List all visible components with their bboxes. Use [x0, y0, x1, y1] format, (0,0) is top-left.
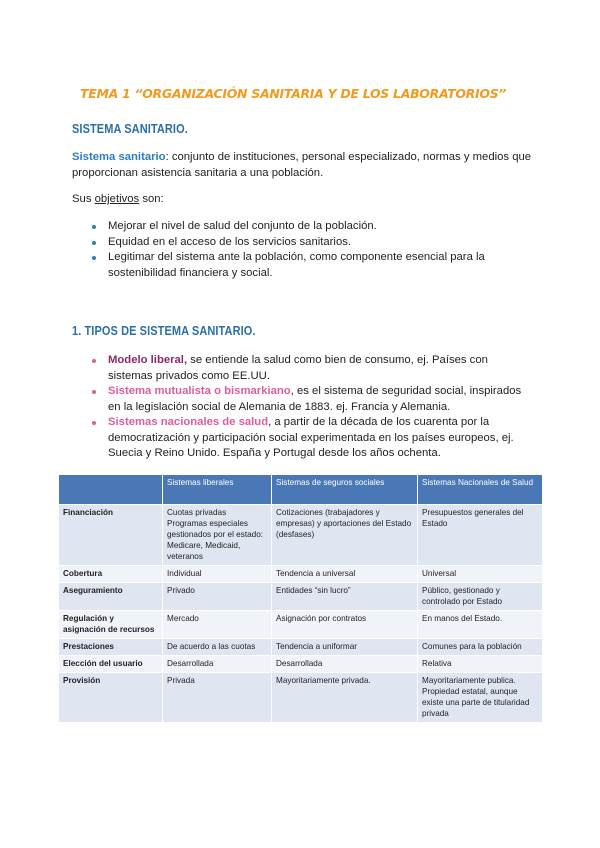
types-list: [90, 353, 530, 462]
bullet-dot-icon: [92, 359, 96, 363]
table-cell: Relativa: [418, 656, 543, 673]
definition-paragraph: [72, 150, 542, 181]
table-row: [59, 611, 543, 639]
document-title: TEMA 1 “ORGANIZACIÓN SANITARIA Y DE LOS LABORATORIOS”: [80, 86, 507, 101]
type-item: [90, 415, 530, 462]
objective-text: Legitimar del sistema ante la población, como componente esencial para la sostenibilidad financiera y social.: [108, 251, 485, 279]
bullet-dot-icon: [92, 241, 96, 245]
table-cell: Mayoritariamente privada.: [272, 673, 418, 723]
definition-text: : conjunto de instituciones, personal especializado, normas y medios que proporcionan asistencia sanitaria a una población.: [72, 151, 532, 179]
table-row: [59, 505, 543, 566]
objectives-word: objetivos: [94, 193, 140, 205]
table-row-header: Financiación: [59, 505, 163, 566]
table-row: [59, 673, 543, 723]
objective-text: Equidad en el acceso de los servicios sanitarios.: [108, 235, 352, 248]
table-body: [59, 505, 543, 723]
table-row-header: Regulación y asignación de recursos: [59, 611, 163, 639]
table-cell: Universal: [418, 566, 543, 583]
table-row: [59, 583, 543, 611]
bullet-dot-icon: [92, 256, 96, 260]
objectives-suffix: son:: [139, 193, 164, 205]
type-term: Sistema mutualista o bismarkiano: [108, 385, 291, 397]
table-cell: Cotizaciones (trabajadores y empresas) y aportaciones del Estado (desfases): [272, 505, 418, 566]
table-cell: Tendencia a uniformar: [272, 639, 418, 656]
table-cell: Público, gestionado y controlado por Estado: [418, 583, 543, 611]
table-cell: Asignación por contratos: [272, 611, 418, 639]
definition-term: Sistema sanitario: [72, 151, 166, 163]
table-cell: Desarrollada: [163, 656, 272, 673]
type-term: Modelo liberal,: [108, 354, 188, 366]
table-cell: Presupuestos generales del Estado: [418, 505, 543, 566]
table-header-cell: Sistemas de seguros sociales: [272, 475, 418, 505]
table-row: [59, 656, 543, 673]
table-row-header: Elección del usuario: [59, 656, 163, 673]
type-description: , es el sistema de seguridad social, inspirados en la legislación social de Alemania de 1883. ej. Francia y Alemania.: [108, 385, 522, 413]
section-heading-tipos: 1. TIPOS DE SISTEMA SANITARIO.: [72, 324, 256, 338]
table-cell: Privada: [163, 673, 272, 723]
table-header-cell: [59, 475, 163, 505]
table-cell: Cuotas privadas Programas especiales gestionados por el estado: Medicare, Medicaid, veteranos: [163, 505, 272, 566]
type-item: [90, 384, 530, 415]
table-row-header: Cobertura: [59, 566, 163, 583]
table-header-row: [59, 475, 543, 505]
section-heading-sistema-sanitario: SISTEMA SANITARIO.: [72, 122, 188, 136]
table-cell: Desarrollada: [272, 656, 418, 673]
objectives-list: [90, 219, 530, 281]
table-cell: Mercado: [163, 611, 272, 639]
objective-item: [90, 235, 530, 251]
objectives-prefix: Sus: [72, 193, 95, 205]
comparison-table: [58, 474, 543, 723]
table-cell: Comunes para la población: [418, 639, 543, 656]
table-row-header: Aseguramiento: [59, 583, 163, 611]
table-cell: Mayoritariamente publica. Propiedad estatal, aunque existe una parte de titularidad privada: [418, 673, 543, 723]
table-row: [59, 639, 543, 656]
bullet-dot-icon: [92, 225, 96, 229]
type-description: se entiende la salud como bien de consumo, ej. Países con sistemas privados como EE.UU.: [108, 354, 488, 382]
table-header-cell: Sistemas liberales: [163, 475, 272, 505]
table-header-cell: Sistemas Nacionales de Salud: [418, 475, 543, 505]
objective-item: [90, 250, 530, 281]
bullet-dot-icon: [92, 421, 96, 425]
bullet-dot-icon: [92, 390, 96, 394]
table-cell: Individual: [163, 566, 272, 583]
objective-item: [90, 219, 530, 235]
table-cell: Privado: [163, 583, 272, 611]
type-description: , a partir de la década de los cuarenta por la democratización y participación social experimentada en los países europeos, ej. Suecia y Reino Unido. España y Portugal desde los años ochenta.: [108, 416, 514, 459]
objectives-intro: [72, 192, 542, 208]
table-cell: Entidades “sin lucro”: [272, 583, 418, 611]
table-cell: Tendencia a universal: [272, 566, 418, 583]
type-item: [90, 353, 530, 384]
table-row: [59, 566, 543, 583]
table-cell: De acuerdo a las cuotas: [163, 639, 272, 656]
table-row-header: Prestaciones: [59, 639, 163, 656]
objective-text: Mejorar el nivel de salud del conjunto de la población.: [108, 220, 377, 232]
table-cell: En manos del Estado.: [418, 611, 543, 639]
type-term: Sistemas nacionales de salud: [108, 416, 269, 428]
table-row-header: Provisión: [59, 673, 163, 723]
